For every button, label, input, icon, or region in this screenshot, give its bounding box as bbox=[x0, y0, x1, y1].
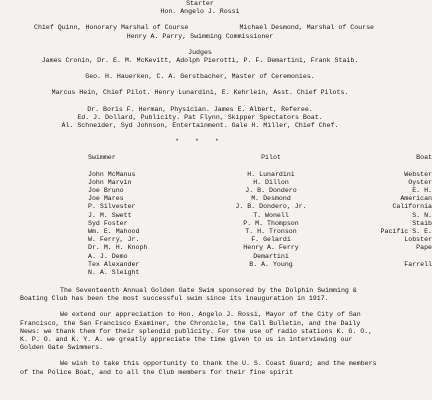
judges-heading: Judges bbox=[188, 48, 212, 56]
judges-names: James Cronin, Dr. E. M. McKevitt, Adolph Pierotti, P. F. Demartini, Frank Staib. bbox=[41, 57, 359, 65]
swimmer-cell: John McManus bbox=[88, 170, 136, 178]
boat-cell: Pacific S. E. bbox=[380, 227, 432, 235]
boat-cell: S. N. bbox=[412, 211, 432, 219]
starter-name: Hon. Angelo J. Rossi bbox=[160, 8, 240, 16]
swimmer-cell: Dr. M. H. Knoph bbox=[88, 244, 148, 252]
swimmer-cell: Joe Mares bbox=[88, 195, 124, 203]
staff-line-2: Ed. J. Dollard, Publicity. Pat Flynn, Skipper Spectators Boat. bbox=[77, 113, 323, 121]
swimmer-cell: John Marvin bbox=[88, 178, 132, 186]
pilot-cell bbox=[216, 269, 326, 277]
swimmer-cell: Wm. E. Mahood bbox=[88, 227, 140, 235]
section-divider: * * * bbox=[175, 138, 225, 146]
swimmer-cell: P. Silvester bbox=[88, 203, 136, 211]
paragraph-2: We extend our appreciation to Hon. Angelo J. Rossi, Mayor of the City of San Francisco, the San Francisco Examiner, the Chronicle, the Call Bulletin, and the Daily News: we thank them for their splendid publicity. For the use of radio stations K. G. O., K. P. O. and K. Y. A. we greatly appreciate the time given to us in interviewing our Golden Gate Swimmers. bbox=[20, 311, 373, 352]
boat-cell bbox=[336, 269, 432, 277]
header-swimmer: Swimmer bbox=[88, 154, 116, 162]
pilot-cell: H. Dillon bbox=[253, 178, 289, 186]
boat-cell: Farrell bbox=[404, 260, 432, 268]
pilot-cell: H. Lunardini bbox=[247, 170, 295, 178]
boat-cell: Staib bbox=[412, 219, 432, 227]
header-pilot: Pilot bbox=[261, 154, 281, 162]
staff-line-3: Al. Schneider, Syd Johnson, Entertainment. Gale H. Miller, Chief Chef. bbox=[61, 122, 339, 130]
pilots-line: Marcus Hein, Chief Pilot. Henry Lunardini, E. Kehrlein, Asst. Chief Pilots. bbox=[51, 89, 349, 97]
swimming-commissioner: Henry A. Parry, Swimming Commissioner bbox=[126, 32, 274, 40]
swimmer-cell: Tex Alexander bbox=[88, 260, 140, 268]
honorary-marshal: Chief Quinn, Honorary Marshal of Course bbox=[34, 24, 189, 32]
boat-cell: Oyster bbox=[408, 178, 432, 186]
paragraph-1: The Seventeenth Annual Golden Gate Swim sponsored by the Dolphin Swimming & Boating Club has been the most successful swim since its inauguration in 1917. bbox=[20, 287, 357, 303]
swimmer-cell: A. J. Demo bbox=[88, 252, 128, 260]
pilot-cell: B. A. Young bbox=[249, 260, 293, 268]
swimmers-table bbox=[20, 154, 432, 277]
marshal-of-course: Michael Desmond, Marshal of Course bbox=[239, 24, 374, 32]
master-of-ceremonies: Geo. H. Hauerken, C. A. Gerstbacher, Master of Ceremonies. bbox=[85, 73, 315, 81]
boat-cell bbox=[336, 253, 432, 261]
pilot-cell: J. B. Dondero, Jr. bbox=[235, 203, 307, 211]
boat-cell: Webster bbox=[404, 170, 432, 178]
boat-cell: American bbox=[400, 195, 432, 203]
staff-line-1: Dr. Boris F. Herman, Physician. James E. Albert, Referee. bbox=[87, 105, 313, 113]
paragraph-3: We wish to take this opportunity to thank the U. S. Coast Guard; and the members of the Police Boat, and to all the Club members for their fine spirit bbox=[20, 360, 377, 376]
boat-cell: California bbox=[392, 203, 432, 211]
pilot-cell: T. H. Tronson bbox=[245, 227, 297, 235]
pilot-cell: J. B. Dondero bbox=[245, 187, 297, 194]
pilot-cell: M. Desmond bbox=[251, 195, 291, 203]
swimmer-cell: N. A. Sleight bbox=[88, 268, 140, 276]
swimmer-cell: J. M. Swett bbox=[88, 211, 132, 219]
pilot-cell: F. Gelardi bbox=[251, 236, 291, 244]
swimmer-cell: Syd Foster bbox=[88, 219, 128, 227]
pilot-cell: Henry A. Ferry bbox=[243, 244, 299, 252]
boat-cell: Lobster bbox=[404, 236, 432, 244]
header-boat: Boat bbox=[416, 154, 432, 162]
swimmer-cell: W. Ferry, Jr. bbox=[88, 236, 140, 244]
pilot-cell: P. M. Thompson bbox=[243, 219, 299, 227]
pilot-cell: T. Wonell bbox=[253, 211, 289, 219]
pilot-cell: Demartini bbox=[253, 252, 289, 260]
marshals-line bbox=[20, 24, 380, 32]
boat-cell: Pape bbox=[416, 244, 432, 252]
boat-cell: E. H. bbox=[412, 187, 432, 194]
swimmer-cell: Joe Bruno bbox=[88, 187, 124, 194]
starter-heading: Starter bbox=[186, 0, 214, 7]
